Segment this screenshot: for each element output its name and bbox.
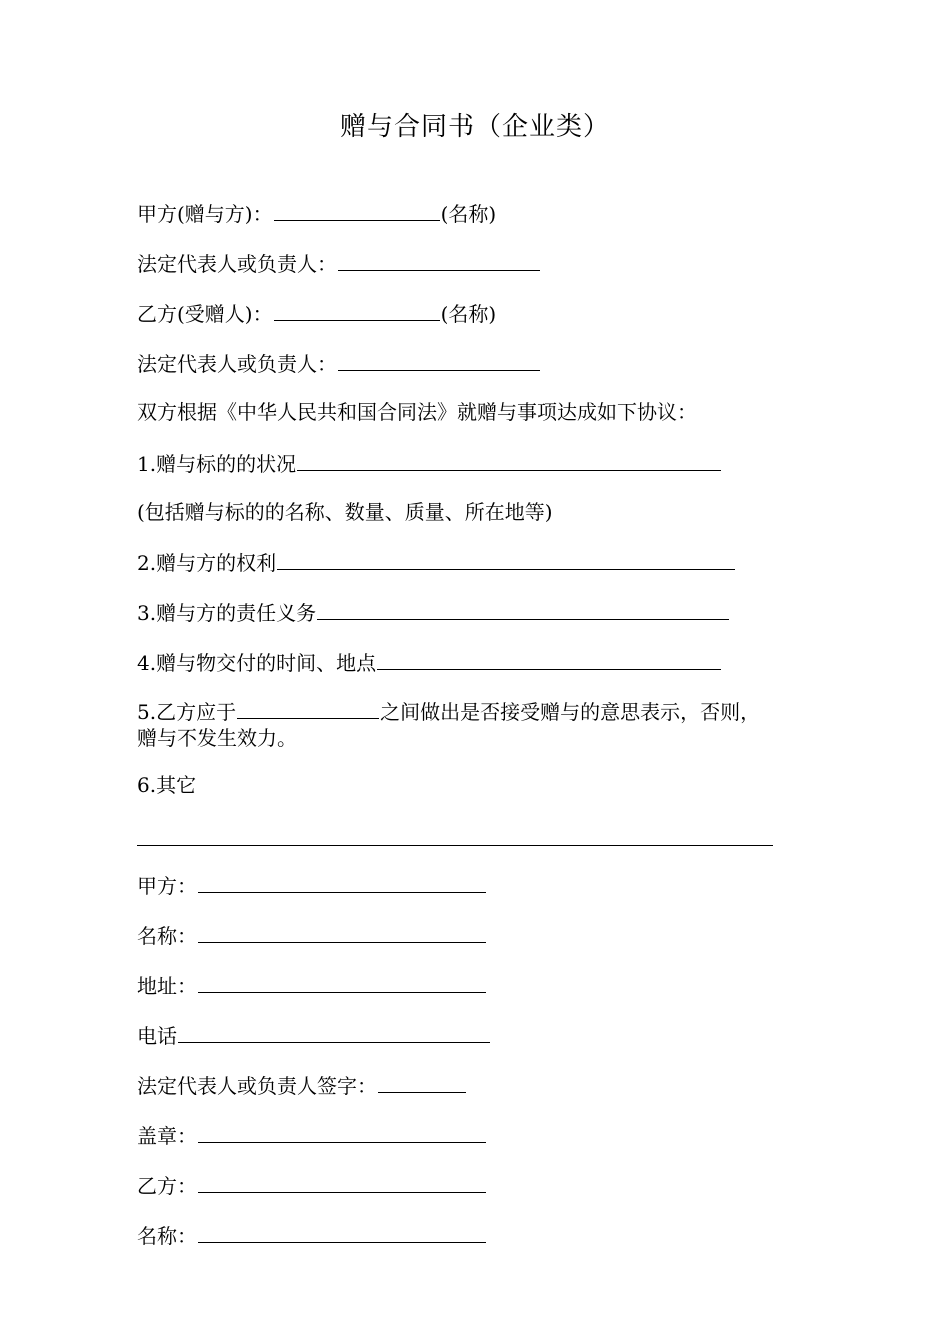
item-1-label: 1.赠与标的的状况 bbox=[137, 452, 297, 476]
sign-name-a-label: 名称： bbox=[137, 924, 197, 948]
item-6-label: 6.其它 bbox=[137, 773, 197, 797]
rep-label-2: 法定代表人或负责人： bbox=[137, 352, 337, 376]
sign-name-a-blank[interactable] bbox=[198, 922, 486, 943]
party-a-line bbox=[137, 200, 496, 226]
sign-party-b-blank[interactable] bbox=[198, 1172, 486, 1193]
item-1-blank[interactable] bbox=[297, 450, 721, 471]
sign-name-b-line bbox=[137, 1222, 487, 1248]
sign-rep-blank[interactable] bbox=[378, 1072, 466, 1093]
sign-rep-line bbox=[137, 1072, 467, 1098]
item-1-line bbox=[137, 450, 722, 476]
item-5-blank[interactable] bbox=[237, 698, 379, 719]
item-1-note: (包括赠与标的的名称、数量、质量、所在地等) bbox=[137, 500, 553, 524]
sign-party-a-line bbox=[137, 872, 487, 898]
rep-line-2 bbox=[137, 350, 541, 376]
sign-address-label: 地址： bbox=[137, 974, 197, 998]
rep-label-1: 法定代表人或负责人： bbox=[137, 252, 337, 276]
item-5-suffix: 之间做出是否接受赠与的意思表示，否则， bbox=[380, 700, 761, 724]
rep-blank-2[interactable] bbox=[338, 350, 540, 371]
sign-address-blank[interactable] bbox=[198, 972, 486, 993]
item-6-blank[interactable] bbox=[137, 845, 773, 846]
party-a-label: 甲方(赠与方)： bbox=[137, 202, 273, 226]
party-a-suffix: (名称) bbox=[440, 202, 497, 226]
item-2-label: 2.赠与方的权利 bbox=[137, 551, 277, 575]
item-2-line bbox=[137, 549, 736, 575]
sign-seal-line bbox=[137, 1122, 487, 1148]
sign-party-b-label: 乙方： bbox=[137, 1174, 197, 1198]
item-5-continuation: 赠与不发生效力。 bbox=[137, 726, 297, 750]
sign-address-line bbox=[137, 972, 487, 998]
item-4-blank[interactable] bbox=[377, 649, 721, 670]
rep-blank-1[interactable] bbox=[338, 250, 540, 271]
sign-seal-blank[interactable] bbox=[198, 1122, 486, 1143]
party-b-suffix: (名称) bbox=[440, 302, 497, 326]
item-3-label: 3.赠与方的责任义务 bbox=[137, 601, 317, 625]
item-2-blank[interactable] bbox=[277, 549, 735, 570]
sign-phone-line bbox=[137, 1022, 491, 1048]
sign-party-b-line bbox=[137, 1172, 487, 1198]
sign-name-a-line bbox=[137, 922, 487, 948]
item-5-paragraph bbox=[137, 698, 837, 751]
sign-party-a-blank[interactable] bbox=[198, 872, 486, 893]
sign-name-b-label: 名称： bbox=[137, 1224, 197, 1248]
party-b-line bbox=[137, 300, 496, 326]
intro-text: 双方根据《中华人民共和国合同法》就赠与事项达成如下协议： bbox=[137, 400, 697, 424]
sign-party-a-label: 甲方： bbox=[137, 874, 197, 898]
rep-line-1 bbox=[137, 250, 541, 276]
item-3-line bbox=[137, 599, 730, 625]
item-3-blank[interactable] bbox=[317, 599, 729, 620]
sign-phone-label: 电话 bbox=[137, 1024, 177, 1048]
item-4-label: 4.赠与物交付的时间、地点 bbox=[137, 651, 377, 675]
document-title: 赠与合同书（企业类） bbox=[339, 112, 610, 142]
sign-name-b-blank[interactable] bbox=[198, 1222, 486, 1243]
item-4-line bbox=[137, 649, 722, 675]
sign-phone-blank[interactable] bbox=[178, 1022, 490, 1043]
party-b-blank[interactable] bbox=[274, 300, 440, 321]
party-a-blank[interactable] bbox=[274, 200, 440, 221]
item-5-prefix: 5.乙方应于 bbox=[137, 700, 237, 724]
sign-seal-label: 盖章： bbox=[137, 1124, 197, 1148]
sign-rep-label: 法定代表人或负责人签字： bbox=[137, 1074, 377, 1098]
party-b-label: 乙方(受赠人)： bbox=[137, 302, 273, 326]
